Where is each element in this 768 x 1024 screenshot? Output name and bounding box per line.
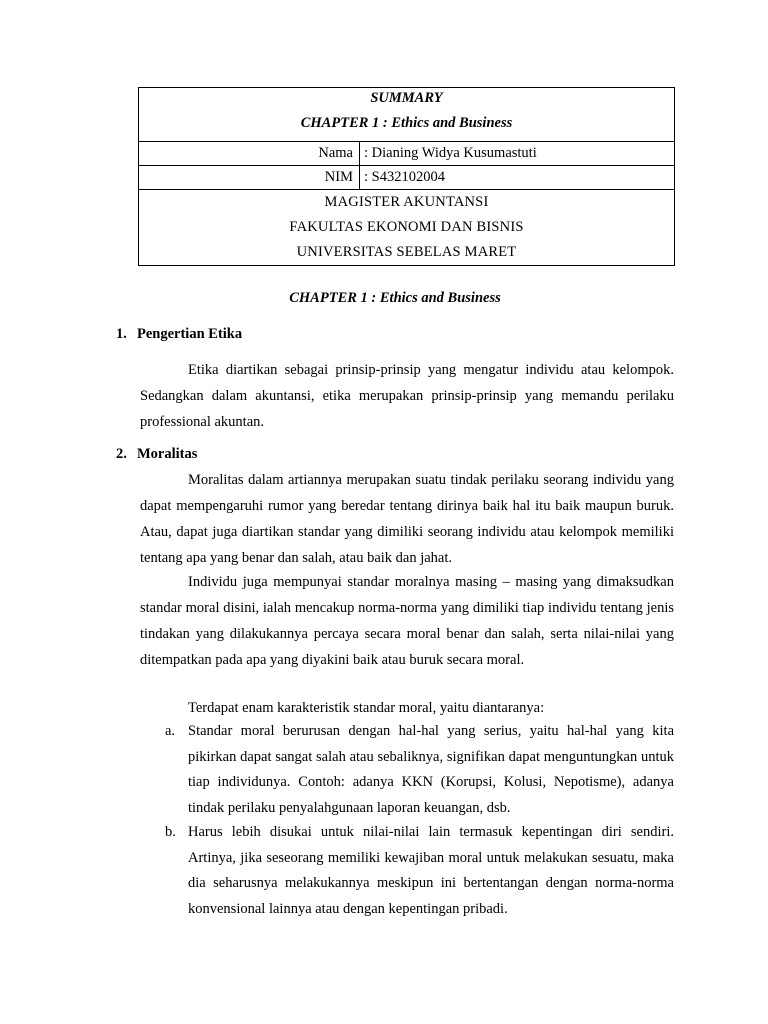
list-marker: a. — [165, 723, 176, 739]
document-title: CHAPTER 1 : Ethics and Business — [289, 290, 501, 306]
paragraph: Moralitas dalam artiannya merupakan suatu tindak perilaku seorang individu yang dapat mempengaruhi rumor yang beredar tentang dirinya baik hal itu baik maupun buruk. Atau, dapat juga diartikan standar yang dimiliki seorang individu atau kelompok memiliki tentang apa yang benar dan salah, atau baik dan jahat. — [140, 472, 674, 566]
list-marker: b. — [165, 824, 176, 840]
chapter-label: CHAPTER 1 : Ethics and Business — [300, 115, 513, 131]
section-number: 2. — [116, 446, 127, 462]
faculty-name: FAKULTAS EKONOMI DAN BISNIS — [289, 219, 524, 235]
institution-cell — [139, 190, 675, 266]
section-number: 1. — [116, 326, 127, 342]
section-heading — [116, 326, 242, 343]
list-item-text: Standar moral berurusan dengan hal-hal yang serius, yaitu hal-hal yang kita pikirkan dapat sangat salah atau sebaliknya, signifikan dapat menguntungkan untuk tiap individunya. Contoh: adanya KKN (Korupsi, Kolusi, Nepotisme), adanya tindak perilaku penyalahgunaan laporan keuangan, dsb. — [188, 723, 674, 816]
nim-value: : S432102004 — [360, 166, 675, 190]
summary-title-cell — [139, 88, 675, 142]
summary-header-table — [138, 87, 675, 266]
list-item-text: Harus lebih disukai untuk nilai-nilai lain termasuk kepentingan diri sendiri. Artinya, jika seseorang memiliki kewajiban moral untuk melakukan sesuatu, maka dia seharusnya melakukannya meskipun ini bertentangan dengan norma-norma konvensional lainnya atau dengan kepentingan pribadi. — [188, 824, 674, 917]
summary-label: SUMMARY — [370, 90, 443, 106]
section-heading — [116, 446, 197, 463]
nama-label: Nama — [139, 142, 360, 166]
section-title: Pengertian Etika — [137, 326, 243, 342]
program-name: MAGISTER AKUNTANSI — [324, 194, 489, 210]
university-name: UNIVERSITAS SEBELAS MARET — [296, 244, 517, 260]
paragraph: Individu juga mempunyai standar moralnya masing – masing yang dimaksudkan standar moral disini, ialah mencakup norma-norma yang dimiliki tiap individu tentang jenis tindakan yang dilakukannya percaya secara moral benar dan salah, serta nilai-nilai yang ditempatkan pada apa yang diyakini baik atau buruk secara moral. — [140, 574, 674, 668]
list-item — [165, 719, 674, 821]
list-item — [165, 820, 674, 922]
nim-label: NIM — [139, 166, 360, 190]
nama-value: : Dianing Widya Kusumastuti — [360, 142, 675, 166]
paragraph: Terdapat enam karakteristik standar moral, yaitu diantaranya: — [188, 700, 545, 716]
section-title: Moralitas — [137, 446, 198, 462]
paragraph: Etika diartikan sebagai prinsip-prinsip yang mengatur individu atau kelompok. Sedangkan dalam akuntansi, etika merupakan prinsip-prinsip yang memandu perilaku professional akuntan. — [140, 362, 674, 430]
